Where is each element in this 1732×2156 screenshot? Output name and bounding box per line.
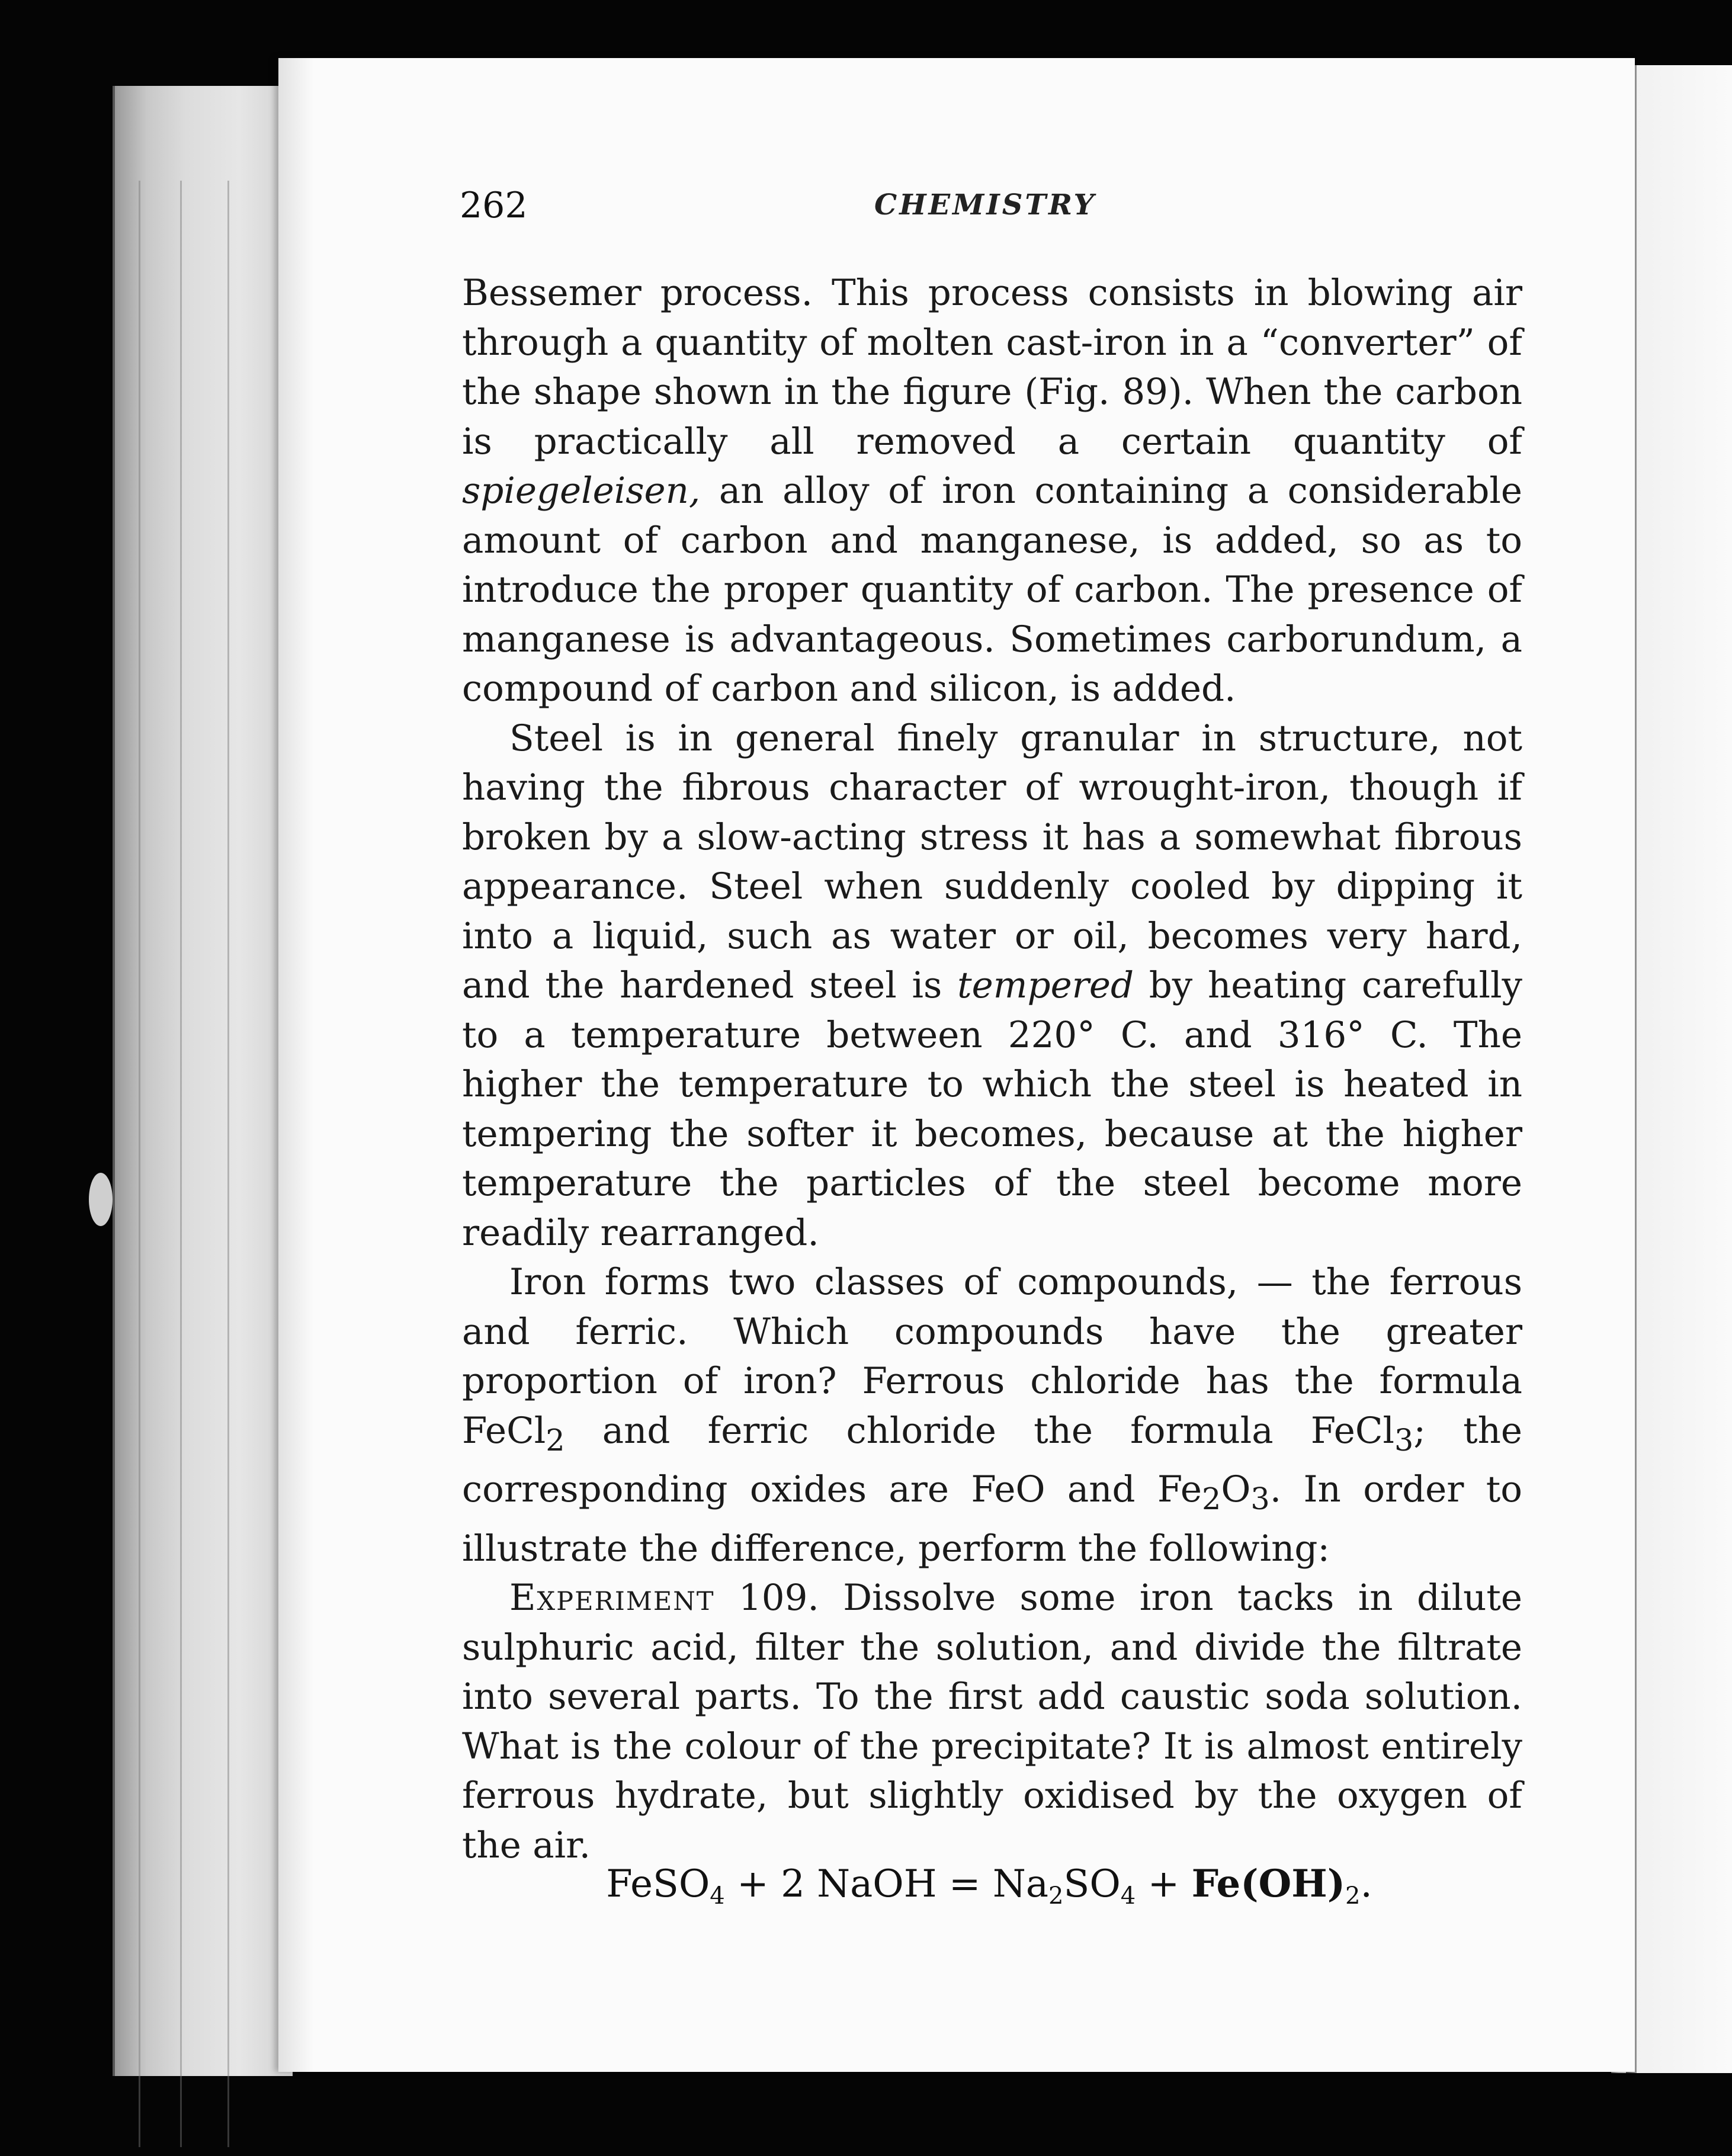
equation-term: . xyxy=(1360,1862,1372,1906)
paragraph-bessemer xyxy=(462,268,1522,714)
paragraph-text: Bessemer process. This process consists in blowing air through a quantity of molten cast-iron in a “converter” of the shape shown in the figure (Fig. 89). When the carbon is practically all removed a certain quantity of xyxy=(462,272,1522,463)
paragraph-text: Steel is in general finely granular in structure, not having the fibrous character of wrought-iron, though if broken by a slow-acting stress it has a somewhat fibrous appearance. Steel when suddenly cooled by dipping it into a liquid, such as water or oil, becomes very hard, and the hardened steel is xyxy=(462,717,1522,1006)
page-number: 262 xyxy=(460,185,528,226)
paragraph-text: O xyxy=(1221,1468,1251,1511)
page-shadow xyxy=(278,58,314,2072)
page-edge-line xyxy=(139,181,140,2147)
paragraph-text: Iron forms two classes of compounds, — the ferrous and ferric. Which compounds have the greater proportion of iron? Ferrous chloride has the formula FeCl xyxy=(462,1261,1522,1452)
subscript: 2 xyxy=(1048,1882,1064,1910)
subscript: 2 xyxy=(546,1422,565,1458)
book-page xyxy=(278,58,1635,2072)
paragraph-text: 109. Dissolve some iron tacks in dilute sulphuric acid, filter the solution, and divide the filtrate into several parts. To the first add caustic soda solution. What is the colour of the precipitate? It is almost entirely ferrous hydrate, but slightly oxidised by the oxygen of the air. xyxy=(462,1577,1522,1866)
running-head: CHEMISTRY xyxy=(874,188,1096,222)
subscript: 4 xyxy=(710,1882,725,1910)
paragraph-experiment xyxy=(462,1573,1522,1870)
equation-term: SO xyxy=(1063,1862,1121,1906)
paragraph-text: ; the corresponding oxides are FeO and Fe xyxy=(462,1409,1522,1511)
equation-term: + xyxy=(1136,1862,1192,1906)
paragraph-iron-compounds xyxy=(462,1257,1522,1573)
book-page-edges xyxy=(113,86,293,2076)
subscript: 3 xyxy=(1394,1422,1414,1458)
experiment-label: Experiment xyxy=(509,1577,715,1619)
equation-product: Fe(OH) xyxy=(1191,1862,1345,1906)
scan-speck xyxy=(89,1173,113,1226)
paragraph-text: and ferric chloride the formula FeCl xyxy=(564,1409,1395,1452)
page-edge-line xyxy=(180,181,182,2147)
page-header xyxy=(460,185,1550,238)
subscript: 3 xyxy=(1250,1481,1270,1517)
equation-term: + 2 NaOH = Na xyxy=(724,1862,1049,1906)
subscript: 2 xyxy=(1345,1882,1361,1910)
italic-term: tempered xyxy=(957,964,1134,1006)
subscript: 4 xyxy=(1120,1882,1136,1910)
paragraph-text: by heating carefully to a temperature between 220° C. and 316° C. The higher the temperature to which the steel is heated in tempering the softer it becomes, because at the higher temperature the particles of the steel become more readily rearranged. xyxy=(462,964,1522,1254)
italic-term: spiegeleisen, xyxy=(462,470,701,512)
paragraph-steel xyxy=(462,714,1522,1258)
body-text xyxy=(462,268,1522,1870)
chemical-equation xyxy=(459,1862,1519,1910)
paragraph-text: an alloy of iron containing a considerable amount of carbon and manganese, is added, so as to introduce the proper quantity of carbon. The presence of manganese is advantageous. Sometimes carborundum, a compound of carbon and silicon, is added. xyxy=(462,470,1522,710)
equation-term: FeSO xyxy=(606,1862,710,1906)
paragraph-text: . In order to illustrate the difference, perform the following: xyxy=(462,1468,1523,1570)
subscript: 2 xyxy=(1202,1481,1221,1517)
page-edge-line xyxy=(227,181,229,2147)
